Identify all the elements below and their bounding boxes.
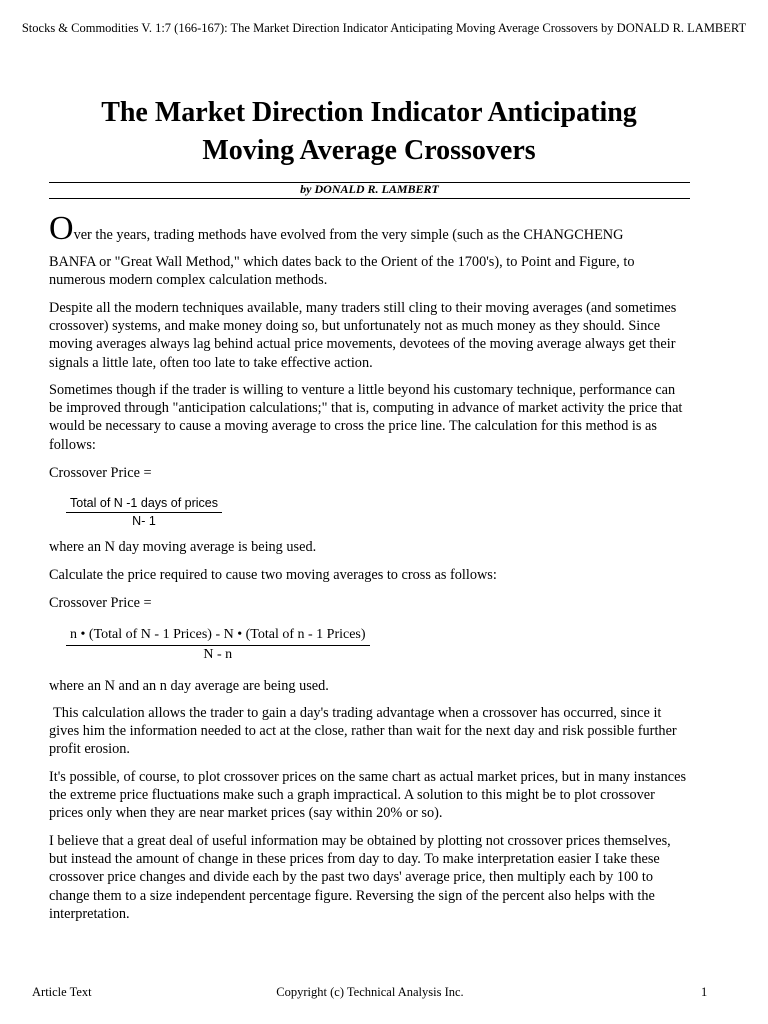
crossover-label-2-text: Crossover Price = <box>49 595 152 611</box>
paragraph-5-text: Calculate the price required to cause two moving averages to cross as follows: <box>49 567 497 583</box>
formula-1-denominator: N- 1 <box>132 514 156 528</box>
paragraph-5 <box>49 566 689 584</box>
paragraph-1-first-line: ver the years, trading methods have evolved from the very simple (such as the CHANGCHENG <box>73 227 624 243</box>
paragraph-1-continued <box>49 253 689 289</box>
paragraph-2-text: Despite all the modern techniques available, many traders still cling to their moving averages (and sometimes crossover) systems, and make money doing so, but unfortunately not as much money as they should. Since moving averages always lag behind actual price movements, devotees of the moving average always get their signals a little late, often too late to take effective action. <box>49 300 677 371</box>
paragraph-7-text: This calculation allows the trader to gain a day's trading advantage when a crossover has occurred, since it gives him the information needed to act at the close, rather than wait for the next day and risk possible further profit erosion. <box>49 705 677 758</box>
paragraph-8 <box>49 768 689 823</box>
paragraph-9-text: I believe that a great deal of useful information may be obtained by plotting not crossover prices themselves, but instead the amount of change in these prices from day to day. To make interpretation easier I take these crossover price changes and divide each by the past two days' average price, then multiply each by 100 to change them to a size independent percentage figure. Reversing the sign of the percent also helps with the interpretation. <box>49 833 671 922</box>
byline: by DONALD R. LAMBERT <box>300 182 439 196</box>
formula-2 <box>66 627 370 663</box>
paragraph-4 <box>49 538 689 556</box>
drop-cap: O <box>49 210 74 247</box>
page-number: 1 <box>701 985 708 999</box>
formula-1-numerator: Total of N -1 days of prices <box>66 496 222 513</box>
title-line-1: The Market Direction Indicator Anticipating <box>101 97 637 128</box>
paragraph-3-text: Sometimes though if the trader is willing to venture a little beyond his customary technique, performance can be improved through "anticipation calculations;" that is, computing in advance of market activity the price that would be necessary to cause a moving average to cross the price line. The calculation for this method is as follows: <box>49 382 683 453</box>
article-title <box>49 94 689 170</box>
formula-2-numerator: n • (Total of N - 1 Prices) - N • (Total of n - 1 Prices) <box>66 627 370 646</box>
title-rule-bottom <box>49 198 690 199</box>
crossover-label-1-text: Crossover Price = <box>49 465 152 481</box>
formula-1 <box>66 496 222 528</box>
paragraph-1 <box>49 210 689 247</box>
paragraph-6-text: where an N and an n day average are being used. <box>49 678 329 694</box>
paragraph-4-text: where an N day moving average is being used. <box>49 539 317 555</box>
paragraph-9 <box>49 832 689 923</box>
running-header: Stocks & Commodities V. 1:7 (166-167): The Market Direction Indicator Anticipating Moving Average Crossovers by DONALD R. LAMBERT <box>21 21 747 35</box>
formula-2-denominator: N - n <box>203 647 233 662</box>
crossover-label-1 <box>49 464 689 482</box>
title-line-2: Moving Average Crossovers <box>202 135 536 166</box>
crossover-label-2 <box>49 594 689 612</box>
paragraph-7 <box>49 704 689 759</box>
paragraph-3 <box>49 381 689 454</box>
paragraph-8-text: It's possible, of course, to plot crossover prices on the same chart as actual market prices, but in many instances the extreme price fluctuations make such a graph impractical. A solution to this might be to plot crossover prices only when they are near market prices (say within 20% or so). <box>49 769 687 822</box>
paragraph-6 <box>49 677 689 695</box>
footer-section: Article Text <box>32 985 92 999</box>
paragraph-2 <box>49 299 689 372</box>
paragraph-1-rest: BANFA or "Great Wall Method," which dates back to the Orient of the 1700's), to Point and Figure, to numerous modern complex calculation methods. <box>49 254 635 289</box>
footer-copyright: Copyright (c) Technical Analysis Inc. <box>276 985 464 999</box>
